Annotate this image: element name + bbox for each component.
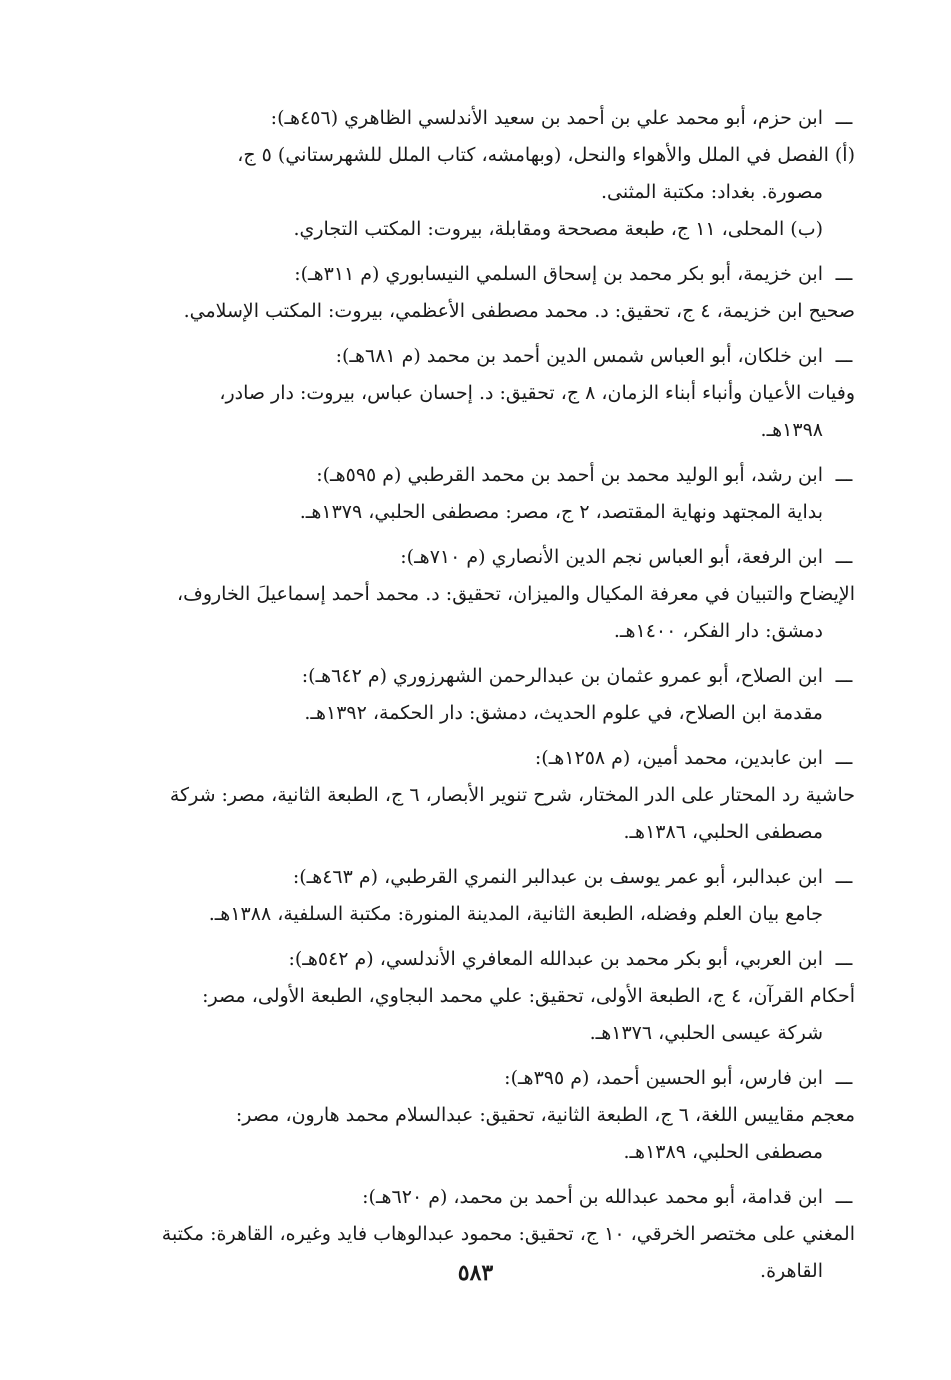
bibliography-entry (95, 539, 855, 650)
work-line: صحيح ابن خزيمة، ٤ ج، تحقيق: د. محمد مصطفى الأعظمي، بيروت: المكتب الإسلامي. (183, 300, 855, 322)
entry-author: ـــابن خزيمة، أبو بكر محمد بن إسحاق السلمي النيسابوري (م ٣١١هـ): (95, 256, 855, 293)
bibliography-entry (95, 457, 855, 531)
bibliography-entry (95, 100, 855, 248)
entry-dash: ـــ (835, 1186, 853, 1208)
work-line-continuation: مصطفى الحلبي، ١٣٨٦هـ. (623, 821, 823, 843)
bibliography-entry (95, 941, 855, 1052)
work-line-continuation: القاهرة. (760, 1260, 823, 1282)
entry-work (95, 978, 855, 1052)
entry-author: ـــابن قدامة، أبو محمد عبدالله بن أحمد بن محمد، (م ٦٢٠هـ): (95, 1179, 855, 1216)
bibliography-entry (95, 1060, 855, 1171)
entry-author: ـــابن الرفعة، أبو العباس نجم الدين الأنصاري (م ٧١٠هـ): (95, 539, 855, 576)
work-line: الإيضاح والتبيان في معرفة المكيال والميزان، تحقيق: د. محمد أحمد إسماعيلَ الخاروف، (176, 583, 855, 605)
bibliography-entry (95, 338, 855, 449)
entry-work (95, 293, 855, 330)
entry-dash: ـــ (835, 747, 853, 769)
work-line-continuation: دمشق: دار الفكر، ١٤٠٠هـ. (613, 620, 823, 642)
work-line: مقدمة ابن الصلاح، في علوم الحديث، دمشق: دار الحكمة، ١٣٩٢هـ. (304, 702, 823, 724)
entry-dash: ـــ (835, 1067, 853, 1089)
entry-work (95, 494, 855, 531)
work-line-continuation: ١٣٩٨هـ. (760, 419, 823, 441)
entry-dash: ـــ (835, 546, 853, 568)
work-line: أحكام القرآن، ٤ ج، الطبعة الأولى، تحقيق: علي محمد البجاوي، الطبعة الأولى، مصر: (202, 985, 855, 1007)
work-line: (أ) الفصل في الملل والأهواء والنحل، (وبهامشه، كتاب الملل للشهرستاني) ٥ ج، (237, 144, 855, 166)
work-line: معجم مقاييس اللغة، ٦ ج، الطبعة الثانية، تحقيق: عبدالسلام محمد هارون، مصر: (235, 1104, 855, 1126)
entry-author: ـــابن رشد، أبو الوليد محمد بن أحمد بن محمد القرطبي (م ٥٩٥هـ): (95, 457, 855, 494)
entry-dash: ـــ (835, 107, 853, 129)
entry-work (95, 137, 855, 211)
entry-dash: ـــ (835, 464, 853, 486)
bibliography-list (95, 100, 855, 1298)
entry-author: ـــابن عبدالبر، أبو عمر يوسف بن عبدالبر النمري القرطبي، (م ٤٦٣هـ): (95, 859, 855, 896)
entry-dash: ـــ (835, 948, 853, 970)
entry-dash: ـــ (835, 665, 853, 687)
entry-work (95, 777, 855, 851)
entry-work (95, 695, 855, 732)
entry-work (95, 211, 855, 248)
bibliography-entry (95, 256, 855, 330)
entry-author: ـــابن حزم، أبو محمد علي بن أحمد بن سعيد الأندلسي الظاهري (٤٥٦هـ): (95, 100, 855, 137)
entry-author: ـــابن فارس، أبو الحسين أحمد، (م ٣٩٥هـ): (95, 1060, 855, 1097)
bibliography-entry (95, 859, 855, 933)
work-line: المغني على مختصر الخرقي، ١٠ ج، تحقيق: محمود عبدالوهاب فايد وغيره، القاهرة: مكتبة (161, 1223, 855, 1245)
page-number: ٥٨٣ (457, 1260, 494, 1286)
entry-work (95, 1097, 855, 1171)
work-line: (ب) المحلى، ١١ ج، طبعة مصححة ومقابلة، بيروت: المكتب التجاري. (293, 218, 823, 240)
entry-dash: ـــ (835, 345, 853, 367)
work-line: بداية المجتهد ونهاية المقتصد، ٢ ج، مصر: مصطفى الحلبي، ١٣٧٩هـ. (299, 501, 823, 523)
entry-author: ـــابن خلكان، أبو العباس شمس الدين أحمد بن محمد (م ٦٨١هـ): (95, 338, 855, 375)
entry-work (95, 576, 855, 650)
entry-dash: ـــ (835, 866, 853, 888)
entry-author: ـــابن العربي، أبو بكر محمد بن عبدالله المعافري الأندلسي، (م ٥٤٢هـ): (95, 941, 855, 978)
bibliography-entry (95, 740, 855, 851)
work-line: جامع بيان العلم وفضله، الطبعة الثانية، المدينة المنورة: مكتبة السلفية، ١٣٨٨هـ. (208, 903, 823, 925)
work-line: حاشية رد المحتار على الدر المختار، شرح تنوير الأبصار، ٦ ج، الطبعة الثانية، مصر: شركة (169, 784, 855, 806)
work-line-continuation: مصطفى الحلبي، ١٣٨٩هـ. (623, 1141, 823, 1163)
bibliography-entry (95, 658, 855, 732)
work-line: وفيات الأعيان وأنباء أبناء الزمان، ٨ ج، تحقيق: د. إحسان عباس، بيروت: دار صادر، (219, 382, 855, 404)
work-line-continuation: شركة عيسى الحلبي، ١٣٧٦هـ. (589, 1022, 823, 1044)
entry-work (95, 896, 855, 933)
work-line-continuation: مصورة. بغداد: مكتبة المثنى. (600, 181, 823, 203)
entry-work (95, 375, 855, 449)
entry-author: ـــابن عابدين، محمد أمين، (م ١٢٥٨هـ): (95, 740, 855, 777)
entry-author: ـــابن الصلاح، أبو عمرو عثمان بن عبدالرحمن الشهرزوري (م ٦٤٢هـ): (95, 658, 855, 695)
entry-dash: ـــ (835, 263, 853, 285)
